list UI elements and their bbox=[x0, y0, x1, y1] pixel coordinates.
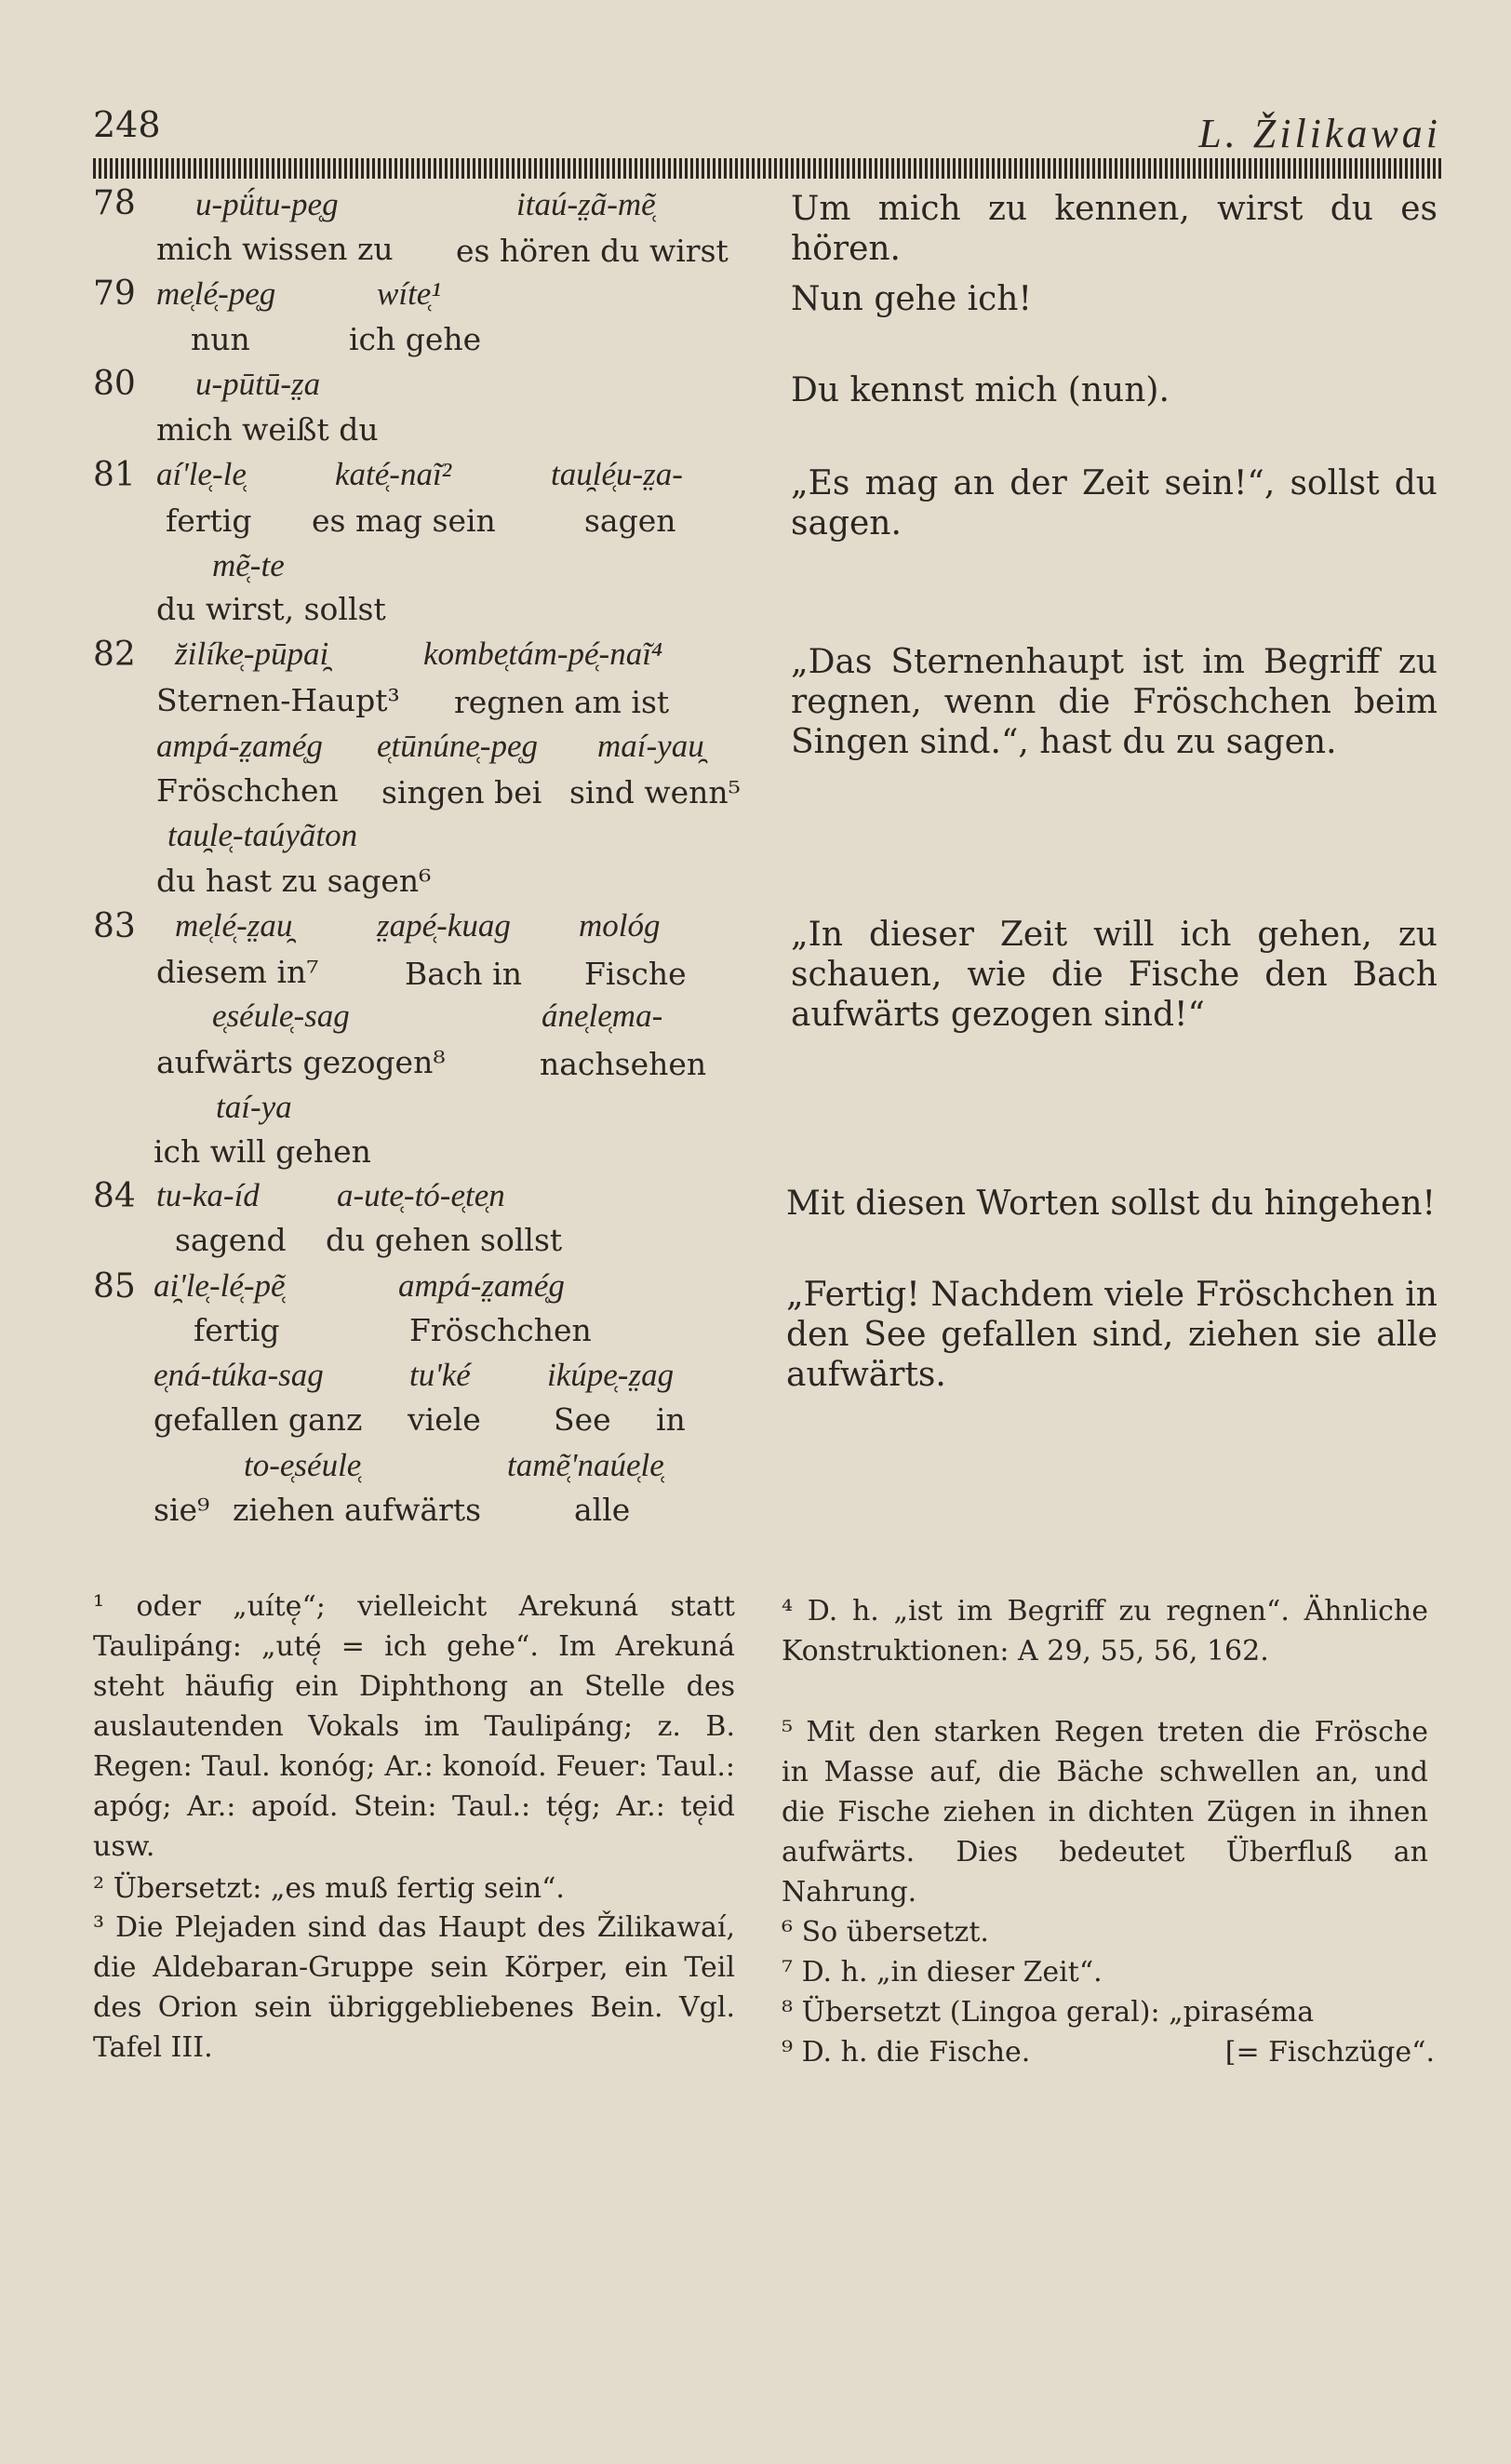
native-word: katé̜-naĩ² bbox=[335, 456, 452, 492]
translation: „Es mag an der Zeit sein!“, sollst du sagen. bbox=[791, 464, 1437, 542]
native-word: maí-yau̯ bbox=[597, 728, 704, 764]
native-word: ampá-z̤amé̜g bbox=[156, 728, 323, 764]
gloss: viele bbox=[408, 1401, 481, 1438]
gloss: es mag sein bbox=[312, 502, 496, 539]
native-word: e̜séule̜-sag bbox=[212, 998, 350, 1034]
gloss: ich will gehen bbox=[154, 1133, 371, 1170]
entry-number: 82 bbox=[93, 636, 136, 674]
gloss: in bbox=[656, 1401, 686, 1438]
gloss: Bach in bbox=[405, 956, 522, 992]
gloss: Fische bbox=[584, 956, 687, 992]
native-word: u-pǘtu-pe̜g bbox=[195, 186, 339, 222]
native-word: ikúpe̜-z̤ag bbox=[547, 1357, 675, 1393]
footnote-3: ³ Die Plejaden sind das Haupt des Žilikawaí, die Aldebaran-Gruppe sein Körper, ein Teil des Orion sein übriggebliebenes Bein. Vgl. Tafel III. bbox=[93, 1911, 735, 2064]
native-word: me̜lé̜-pe̜g bbox=[156, 275, 276, 312]
gloss: es hören du wirst bbox=[456, 233, 729, 269]
gloss: fertig bbox=[194, 1312, 280, 1348]
native-word: ampá-z̤amé̜g bbox=[398, 1267, 565, 1304]
translation: Mit diesen Worten sollst du hingehen! bbox=[786, 1185, 1437, 1223]
native-word: aí'le̜-le̜ bbox=[156, 456, 247, 492]
native-word: wíte̜¹ bbox=[377, 275, 441, 312]
native-word: mẽ̜-te bbox=[212, 547, 285, 583]
gloss: aufwärts gezogen⁸ bbox=[156, 1044, 446, 1080]
translation: „Das Sternenhaupt ist im Begriff zu regnen, wenn die Fröschchen beim Singen sind.“, hast du zu sagen. bbox=[791, 643, 1437, 761]
gloss: nun bbox=[191, 321, 250, 357]
native-word: a-ute̜-tó-e̜te̜n bbox=[337, 1177, 505, 1213]
native-word: z̤apé̜-kuag bbox=[377, 907, 511, 944]
native-word: mológ bbox=[579, 907, 661, 944]
translation: Um mich zu kennen, wirst du es hören. bbox=[791, 190, 1437, 268]
gloss: nachsehen bbox=[540, 1046, 707, 1082]
native-word: u-pūtū-z̤a bbox=[195, 366, 321, 402]
footnote-8: ⁸ Übersetzt (Lingoa geral): „piraséma bbox=[782, 1996, 1315, 2029]
entry-number: 84 bbox=[93, 1177, 136, 1215]
native-word: taí-ya bbox=[216, 1089, 292, 1125]
gloss: See bbox=[554, 1401, 611, 1438]
translation: „Fertig! Nachdem viele Fröschchen in den See gefallen sind, ziehen sie alle aufwärts. bbox=[786, 1276, 1437, 1394]
translation: Du kennst mich (nun). bbox=[791, 371, 1170, 409]
gloss: mich weißt du bbox=[156, 411, 379, 448]
native-word: tu-ka-íd bbox=[156, 1177, 260, 1213]
page-number: 248 bbox=[93, 104, 161, 145]
footnote-2: ² Übersetzt: „es muß fertig sein“. bbox=[93, 1872, 565, 1905]
gloss: Fröschchen bbox=[409, 1312, 592, 1348]
gloss: du gehen sollst bbox=[326, 1222, 563, 1258]
gloss: fertig bbox=[166, 502, 252, 539]
entry-number: 78 bbox=[93, 184, 136, 222]
entry-number: 80 bbox=[93, 365, 136, 403]
running-head-author: L. Žilikawai bbox=[1198, 111, 1441, 156]
native-word: kombe̜tám-pé̜-naĩ⁴ bbox=[423, 636, 663, 672]
native-word: tamẽ̜'naúe̜le̜ bbox=[507, 1447, 664, 1483]
header-rule bbox=[93, 158, 1442, 179]
native-word: e̜tūnúne̜-pe̜g bbox=[377, 728, 538, 764]
entry-number: 81 bbox=[93, 456, 136, 494]
gloss: ziehen aufwärts bbox=[233, 1492, 482, 1528]
gloss: Fröschchen bbox=[156, 772, 339, 809]
gloss: ich gehe bbox=[349, 321, 482, 357]
gloss: regnen am ist bbox=[454, 684, 670, 720]
footnote-6: ⁶ So übersetzt. bbox=[782, 1916, 989, 1948]
gloss: sind wenn⁵ bbox=[569, 774, 741, 810]
gloss: alle bbox=[574, 1492, 631, 1528]
native-word: tau̯lé̜u-z̤a- bbox=[551, 456, 683, 492]
gloss: mich wissen zu bbox=[156, 231, 394, 267]
translation: Nun gehe ich! bbox=[791, 280, 1032, 318]
footnote-4: ⁴ D. h. „ist im Begriff zu regnen“. Ähnliche Konstruktionen: A 29, 55, 56, 162. bbox=[782, 1595, 1428, 1667]
footnote-5: ⁵ Mit den starken Regen treten die Frösche in Masse auf, die Bäche schwellen an, und die Fische ziehen in dichten Zügen in ihnen aufwärts. Dies bedeutet Überfluß an Nahrung. bbox=[782, 1716, 1428, 1908]
native-word: tu'ké bbox=[409, 1357, 471, 1393]
native-word: ai̯'le̜-lé̜-pẽ̜ bbox=[154, 1267, 286, 1304]
footnote-1: ¹ oder „uíte̜“; vielleicht Arekuná statt Taulipáng: „uté̜ = ich gehe“. Im Arekuná steht häufig ein Diphthong an Stelle des auslautenden Vokals im Taulipáng; z. B. Regen: Taul. konóg; Ar.: konoíd. Feuer: Taul.: apóg; Ar.: apoíd. Stein: Taul.: té̜g; Ar.: te̜id usw. bbox=[93, 1590, 735, 1863]
gloss: Sternen-Haupt³ bbox=[156, 682, 400, 718]
native-word: to-e̜séule̜ bbox=[244, 1447, 362, 1483]
gloss: singen bei bbox=[381, 774, 542, 810]
native-word: tau̯le̜-taúyãton bbox=[167, 817, 358, 853]
gloss: diesem in⁷ bbox=[156, 954, 319, 990]
gloss: du hast zu sagen⁶ bbox=[156, 863, 432, 899]
native-word: z̆ilíke̜-pūpai̯ bbox=[175, 636, 329, 672]
entry-number: 83 bbox=[93, 907, 136, 945]
gloss: sagend bbox=[175, 1222, 287, 1258]
native-word: áne̜le̜ma- bbox=[542, 998, 663, 1034]
native-word: me̜lé̜-z̤au̯ bbox=[175, 907, 293, 944]
footnote-7: ⁷ D. h. „in dieser Zeit“. bbox=[782, 1956, 1103, 1989]
gloss: sagen bbox=[584, 502, 676, 539]
native-word: itaú-z̤ã-mẽ̜ bbox=[516, 186, 656, 222]
gloss: du wirst, sollst bbox=[156, 591, 386, 627]
entry-number: 79 bbox=[93, 275, 136, 313]
gloss: gefallen ganz bbox=[154, 1401, 363, 1438]
native-word: e̜ná-túka-sag bbox=[154, 1357, 324, 1393]
gloss: sie⁹ bbox=[154, 1492, 210, 1528]
footnote-8-continuation: [= Fischzüge“. bbox=[1224, 2036, 1435, 2069]
translation: „In dieser Zeit will ich gehen, zu schauen, wie die Fische den Bach aufwärts gezogen sind!“ bbox=[791, 916, 1437, 1034]
footnote-9: ⁹ D. h. die Fische. bbox=[782, 2036, 1031, 2069]
entry-number: 85 bbox=[93, 1267, 136, 1306]
